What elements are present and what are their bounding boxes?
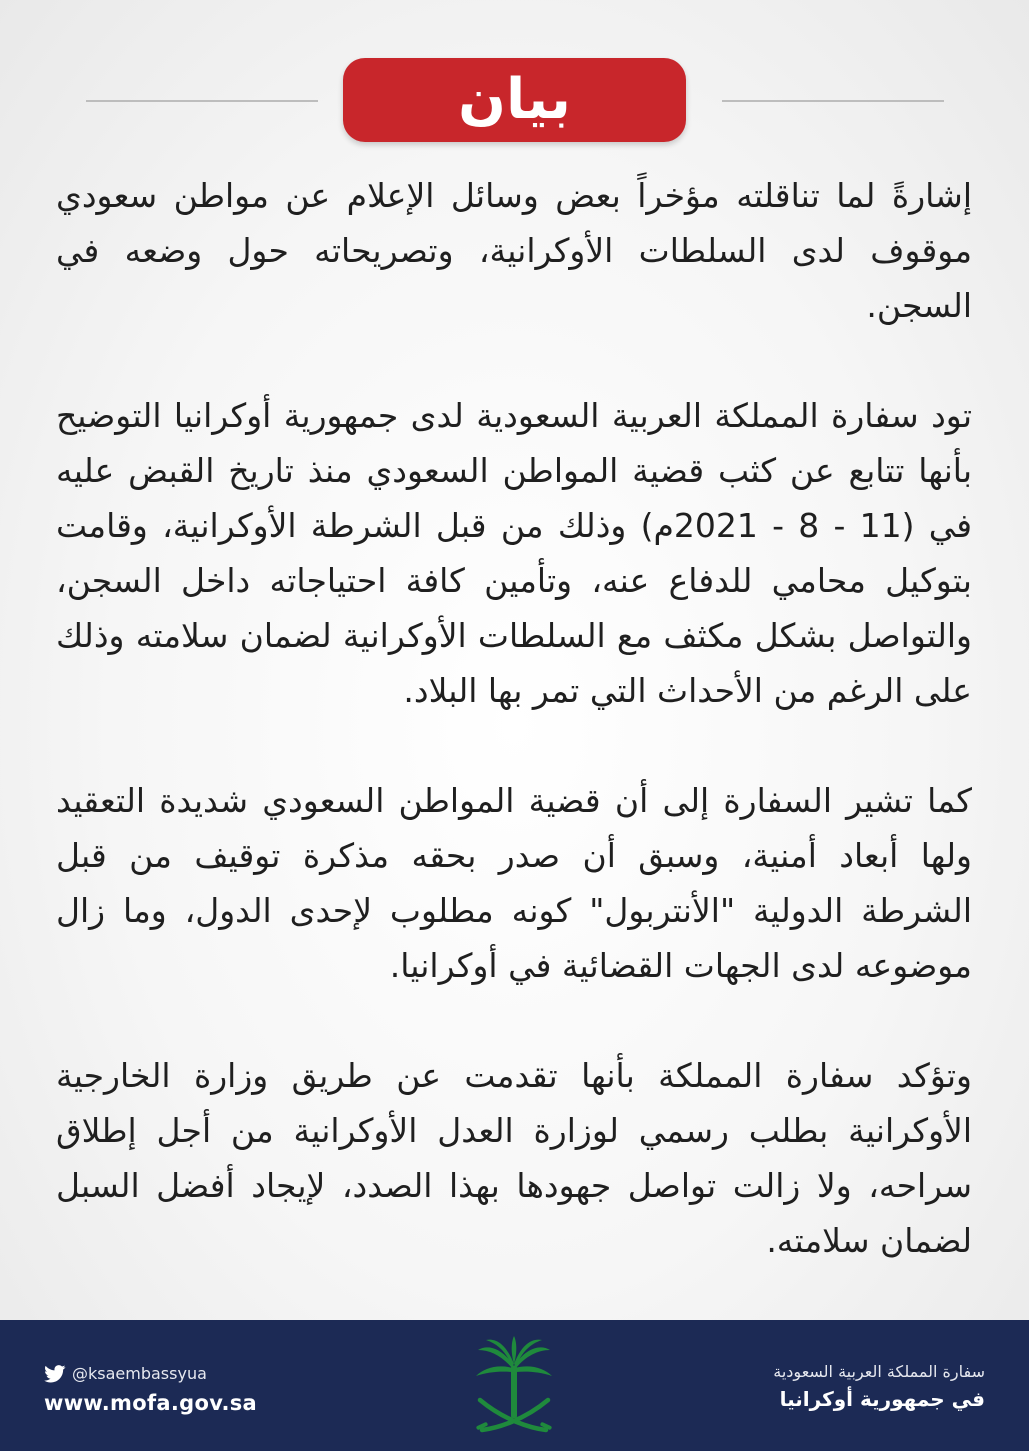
footer-bar [0, 1320, 1029, 1451]
twitter-handle: @ksaembassyua [72, 1364, 207, 1383]
footer-contact [44, 1364, 257, 1415]
embassy-country: في جمهورية أوكرانيا [779, 1387, 985, 1411]
paragraph-2: تود سفارة المملكة العربية السعودية لدى جمهورية أوكرانيا التوضيح بأنها تتابع عن كثب قضية المواطن السعودي منذ تاريخ القبض عليه في (11 - 8 - 2021م) وذلك من قبل الشرطة الأوكرانية، وقامت بتوكيل محامي للدفاع عنه، وتأمين كافة احتياجاته داخل السجن، والتواصل بشكل مكثف مع السلطات الأوكرانية لضمان سلامته وذلك على الرغم من الأحداث التي تمر بها البلاد. [56, 396, 972, 710]
header-divider-right [722, 100, 944, 102]
title-badge [343, 58, 686, 142]
twitter-bird-icon [44, 1365, 66, 1383]
paragraph-3: كما تشير السفارة إلى أن قضية المواطن السعودي شديدة التعقيد ولها أبعاد أمنية، وسبق أن صدر بحقه مذكرة توقيف من قبل الشرطة الدولية "الأنتربول" كونه مطلوب لإحدى الدول، وما زال موضوعه لدى الجهات القضائية في أوكرانيا. [56, 781, 972, 985]
header-divider-left [86, 100, 318, 102]
paragraph-1: إشارةً لما تناقلته مؤخراً بعض وسائل الإعلام عن مواطن سعودي موقوف لدى السلطات الأوكرانية، وتصريحاته حول وضعه في السجن. [56, 176, 972, 325]
saudi-emblem-palm-swords-icon [468, 1336, 560, 1440]
twitter-handle-row[interactable] [44, 1364, 257, 1383]
embassy-name: سفارة المملكة العربية السعودية [773, 1362, 985, 1381]
embassy-name-block [773, 1362, 985, 1411]
paragraph-4: وتؤكد سفارة المملكة بأنها تقدمت عن طريق وزارة الخارجية الأوكرانية بطلب رسمي لوزارة العدل الأوكرانية من أجل إطلاق سراحه، ولا زالت تواصل جهودها بهذا الصدد، لإيجاد أفضل السبل لضمان سلامته. [56, 1056, 972, 1260]
page-title: بيان [458, 67, 571, 132]
website-link[interactable]: www.mofa.gov.sa [44, 1391, 258, 1415]
statement-body [56, 168, 972, 1268]
statement-header [0, 58, 1029, 144]
